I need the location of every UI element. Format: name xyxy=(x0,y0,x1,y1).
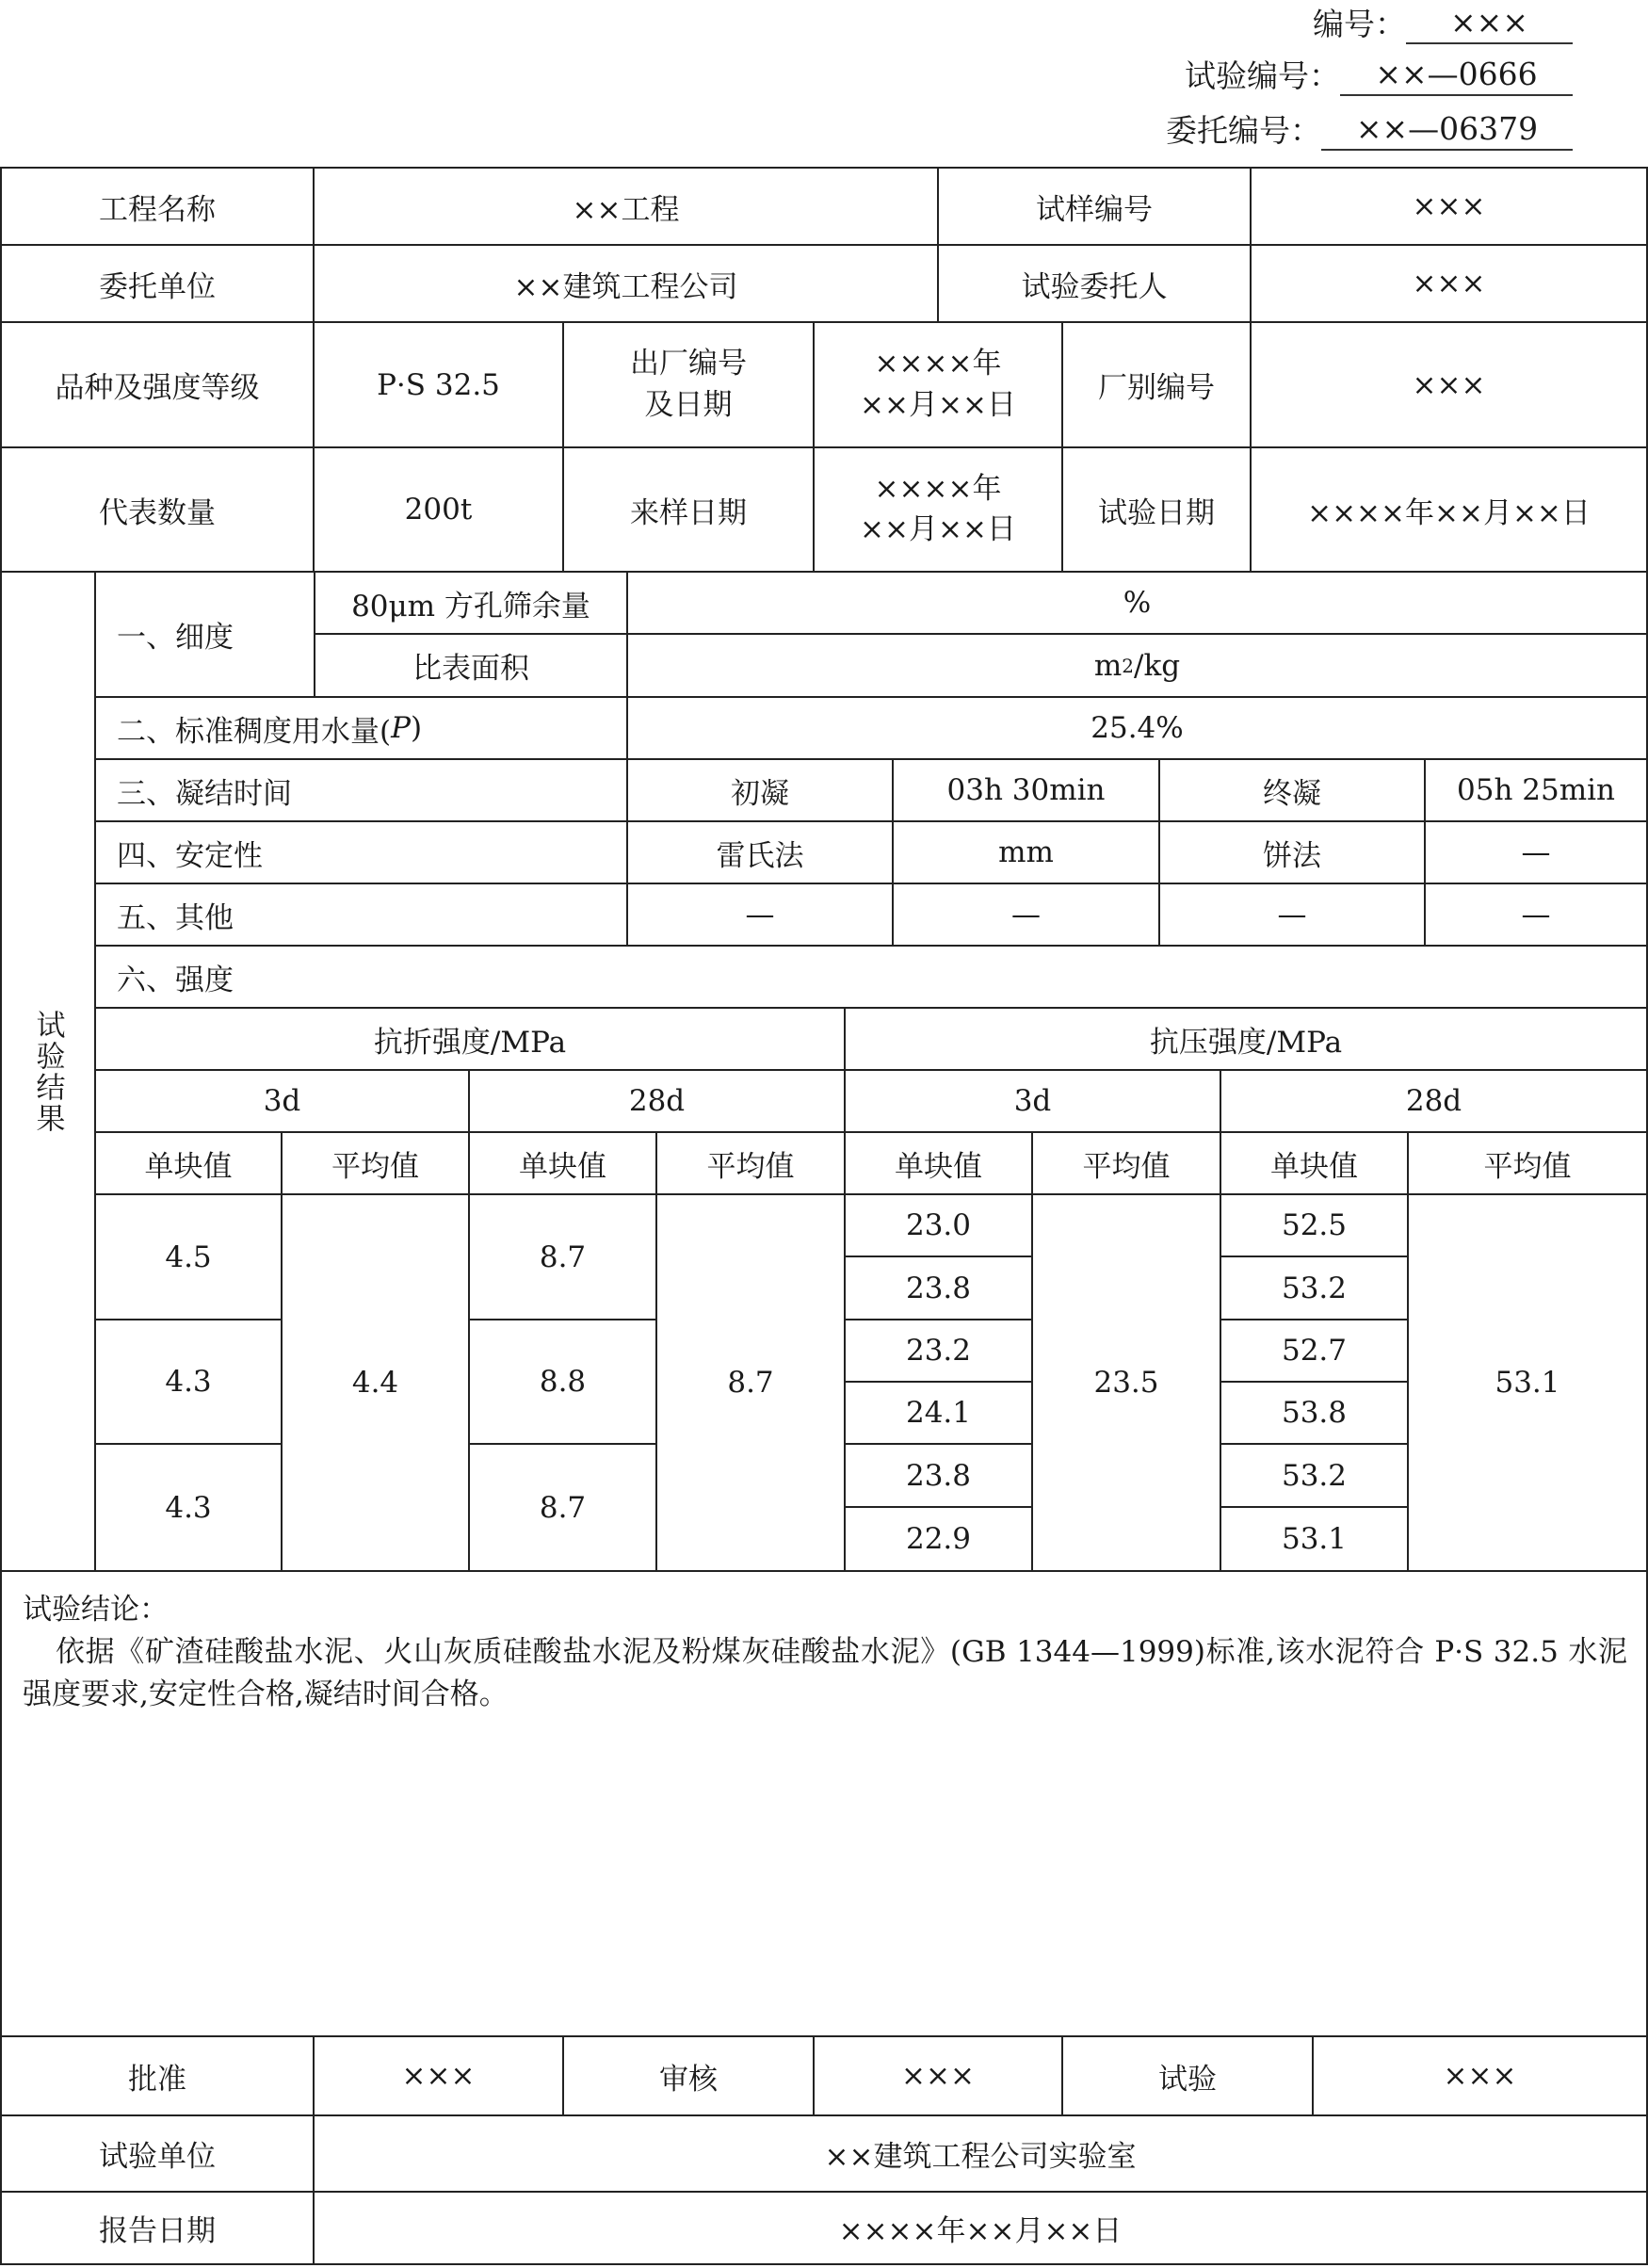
initial-value: 03h 30min xyxy=(892,758,1160,822)
project-name-value: ××工程 xyxy=(313,167,939,246)
sample-date-value xyxy=(813,446,1063,573)
sample-date-label: 来样日期 xyxy=(562,446,815,573)
soundness-label: 四、安定性 xyxy=(94,820,628,884)
other-value-4: — xyxy=(1424,883,1648,947)
le-chatelier-label: 雷氏法 xyxy=(626,820,894,884)
comp-28d-value: 52.7 xyxy=(1220,1319,1409,1383)
factory-no-label xyxy=(562,321,815,448)
header-test-no-label: 试验编号： xyxy=(1185,57,1340,94)
header-no-value: ××× xyxy=(1406,4,1573,44)
plant-no-label: 厂别编号 xyxy=(1061,321,1252,448)
comp-3d-avg: 23.5 xyxy=(1031,1193,1221,1572)
surface-label: 比表面积 xyxy=(314,633,628,698)
conclusion-section xyxy=(0,1570,1648,2037)
factory-no-label-line2: 及日期 xyxy=(644,387,733,422)
sieve-label: 80μm 方孔筛余量 xyxy=(314,571,628,635)
info-row-4 xyxy=(0,446,1648,573)
factory-date-line1: ××××年 xyxy=(874,347,1002,381)
pat-value: — xyxy=(1424,820,1648,884)
final-label: 终凝 xyxy=(1158,758,1426,822)
factory-date-value xyxy=(813,321,1063,448)
flex-3d-avg: 4.4 xyxy=(281,1193,470,1572)
consistency-p: P xyxy=(391,711,411,745)
results-side-text: 试验结果 xyxy=(30,1009,65,1134)
comp-28d-value: 53.8 xyxy=(1220,1381,1409,1445)
consistency-close: ) xyxy=(410,711,423,745)
review-value: ××× xyxy=(813,2035,1063,2116)
flex-28d-value: 8.8 xyxy=(468,1319,657,1445)
results-side-label xyxy=(0,571,96,1572)
surface-unit-rest: /kg xyxy=(1134,648,1181,683)
report-date-label: 报告日期 xyxy=(0,2191,315,2265)
comp-3d-value: 24.1 xyxy=(844,1381,1033,1445)
conclusion-text: 依据《矿渣硅酸盐水泥、火山灰质硅酸盐水泥及粉煤灰硅酸盐水泥》(GB 1344—1999)标准,该水泥符合 P·S 32.5 水泥强度要求,安定性合格,凝结时间合格。 xyxy=(23,1634,1627,1711)
flex-3d-value: 4.3 xyxy=(94,1443,283,1572)
surface-unit-base: m xyxy=(1093,648,1123,683)
review-label: 审核 xyxy=(562,2035,815,2116)
flex-28d-value: 8.7 xyxy=(468,1193,657,1320)
test-value: ××× xyxy=(1312,2035,1648,2116)
comp-3d-value: 23.2 xyxy=(844,1319,1033,1383)
test-date-label: 试验日期 xyxy=(1061,446,1252,573)
flex-28d-value: 8.7 xyxy=(468,1443,657,1572)
sieve-value: % xyxy=(626,571,1648,635)
consistency-label-text: 二、标准稠度用水量( xyxy=(117,714,392,749)
quantity-value: 200t xyxy=(313,446,564,573)
header-entrust-no xyxy=(1166,106,1573,151)
results-grid xyxy=(94,571,1648,1572)
header-no-label: 编号： xyxy=(1313,6,1406,42)
setting-label: 三、凝结时间 xyxy=(94,758,628,822)
consistency-label xyxy=(94,696,628,760)
client-value: ××建筑工程公司 xyxy=(313,244,939,323)
consignor-label: 试验委托人 xyxy=(937,244,1252,323)
info-row-3 xyxy=(0,321,1648,448)
client-label: 委托单位 xyxy=(0,244,315,323)
comp-3d-value: 22.9 xyxy=(844,1506,1033,1572)
other-value-2: — xyxy=(892,883,1160,947)
comp-3d-label: 3d xyxy=(844,1069,1221,1133)
flexural-label: 抗折强度/MPa xyxy=(94,1007,846,1071)
factory-date-line2: ××月××日 xyxy=(860,387,1016,422)
comp-3d-value: 23.8 xyxy=(844,1256,1033,1320)
comp-3d-value: 23.0 xyxy=(844,1193,1033,1257)
approve-label: 批准 xyxy=(0,2035,315,2116)
flex-3d-label: 3d xyxy=(94,1069,470,1133)
strength-label: 六、强度 xyxy=(94,945,1648,1009)
header-entrust-no-label: 委托编号： xyxy=(1166,112,1321,149)
consignor-value: ××× xyxy=(1250,244,1648,323)
initial-label: 初凝 xyxy=(626,758,894,822)
lab-value: ××建筑工程公司实验室 xyxy=(313,2114,1648,2193)
surface-unit xyxy=(626,633,1648,698)
info-row-2 xyxy=(0,244,1648,323)
variety-value: P·S 32.5 xyxy=(313,321,564,448)
plant-no-value: ××× xyxy=(1250,321,1648,448)
test-date-value: ××××年××月××日 xyxy=(1250,446,1648,573)
surface-unit-sup: 2 xyxy=(1122,654,1135,677)
variety-label: 品种及强度等级 xyxy=(0,321,315,448)
info-row-1 xyxy=(0,167,1648,245)
comp-28d-avg-label: 平均值 xyxy=(1407,1131,1648,1195)
footer-row-1 xyxy=(0,2035,1648,2116)
comp-3d-value: 23.8 xyxy=(844,1443,1033,1508)
final-value: 05h 25min xyxy=(1424,758,1648,822)
comp-28d-label: 28d xyxy=(1220,1069,1648,1133)
approve-value: ××× xyxy=(313,2035,564,2116)
sample-date-line2: ××月××日 xyxy=(860,512,1016,546)
compressive-label: 抗压强度/MPa xyxy=(844,1007,1648,1071)
le-chatelier-value: mm xyxy=(892,820,1160,884)
comp-3d-avg-label: 平均值 xyxy=(1031,1131,1221,1195)
header-entrust-no-value: ××—06379 xyxy=(1321,110,1573,151)
other-value-3: — xyxy=(1158,883,1426,947)
header-test-no-value: ××—0666 xyxy=(1340,56,1573,96)
header-no xyxy=(1313,0,1573,44)
flex-3d-single-label: 单块值 xyxy=(94,1131,283,1195)
flex-3d-value: 4.5 xyxy=(94,1193,283,1320)
quantity-label: 代表数量 xyxy=(0,446,315,573)
report-date-value: ××××年××月××日 xyxy=(313,2191,1648,2265)
comp-28d-value: 53.1 xyxy=(1220,1506,1409,1572)
comp-28d-single-label: 单块值 xyxy=(1220,1131,1409,1195)
flex-3d-value: 4.3 xyxy=(94,1319,283,1445)
sample-date-line1: ××××年 xyxy=(874,471,1002,506)
sample-no-label: 试样编号 xyxy=(937,167,1252,246)
flex-28d-label: 28d xyxy=(468,1069,846,1133)
consistency-value: 25.4% xyxy=(626,696,1648,760)
flex-28d-avg-label: 平均值 xyxy=(655,1131,846,1195)
comp-3d-single-label: 单块值 xyxy=(844,1131,1033,1195)
other-value-1: — xyxy=(626,883,894,947)
flex-3d-avg-label: 平均值 xyxy=(281,1131,470,1195)
header-test-no xyxy=(1185,52,1573,96)
other-label: 五、其他 xyxy=(94,883,628,947)
lab-label: 试验单位 xyxy=(0,2114,315,2193)
fineness-label: 一、细度 xyxy=(94,571,315,698)
footer-row-3 xyxy=(0,2191,1648,2265)
comp-28d-value: 53.2 xyxy=(1220,1443,1409,1508)
factory-no-label-line1: 出厂编号 xyxy=(630,347,747,381)
comp-28d-avg: 53.1 xyxy=(1407,1193,1648,1572)
pat-label: 饼法 xyxy=(1158,820,1426,884)
comp-28d-value: 53.2 xyxy=(1220,1256,1409,1320)
project-name-label: 工程名称 xyxy=(0,167,315,246)
flex-28d-avg: 8.7 xyxy=(655,1193,846,1572)
comp-28d-value: 52.5 xyxy=(1220,1193,1409,1257)
conclusion-title: 试验结论： xyxy=(23,1593,169,1627)
flex-28d-single-label: 单块值 xyxy=(468,1131,657,1195)
footer-row-2 xyxy=(0,2114,1648,2193)
sample-no-value: ××× xyxy=(1250,167,1648,246)
test-label: 试验 xyxy=(1061,2035,1314,2116)
